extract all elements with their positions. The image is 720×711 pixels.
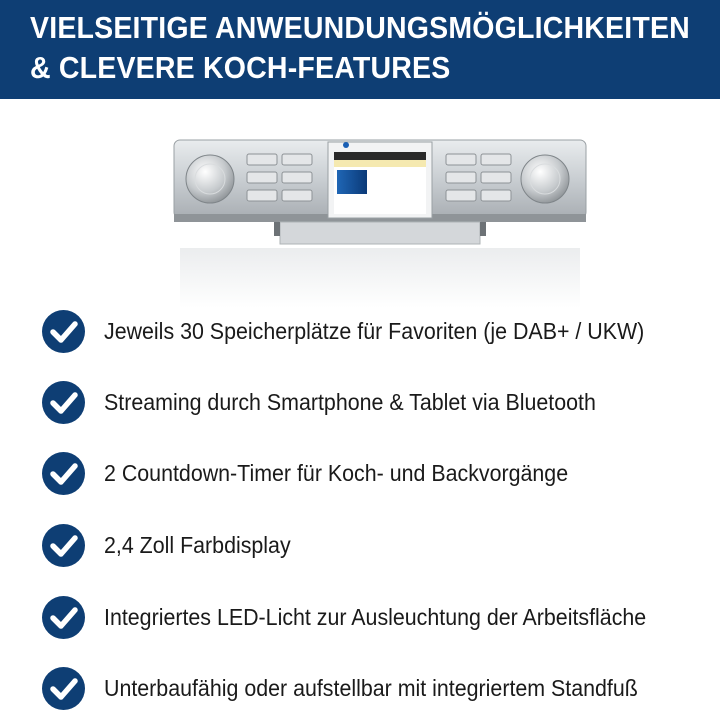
feature-text: Unterbaufähig oder aufstellbar mit integriertem Standfuß (104, 675, 638, 701)
feature-item (0, 667, 720, 711)
header-title-line-2: & CLEVERE KOCH-FEATURES (30, 50, 451, 85)
feature-text: Integriertes LED-Licht zur Ausleuchtung der Arbeitsfläche (104, 604, 647, 630)
feature-item (0, 596, 720, 640)
kitchen-radio-illustration (170, 130, 590, 315)
feature-text: 2,4 Zoll Farbdisplay (104, 532, 291, 558)
feature-item (0, 381, 720, 425)
header-banner (0, 0, 720, 99)
product-image-radio (170, 130, 590, 315)
checkmark-icon (42, 524, 85, 567)
feature-item (0, 524, 720, 568)
checkmark-icon (42, 596, 85, 639)
header-title-line-1: VIELSEITIGE ANWEUNDUNGSMÖGLICHKEITEN (30, 10, 690, 45)
feature-item (0, 452, 720, 496)
checkmark-icon (42, 452, 85, 495)
checkmark-icon (42, 667, 85, 710)
checkmark-icon (42, 381, 85, 424)
feature-item (0, 310, 720, 354)
feature-text: Jeweils 30 Speicherplätze für Favoriten (je DAB+ / UKW) (104, 318, 645, 344)
checkmark-icon (42, 310, 85, 353)
feature-text: Streaming durch Smartphone & Tablet via Bluetooth (104, 389, 596, 415)
feature-text: 2 Countdown-Timer für Koch- und Backvorgänge (104, 460, 569, 486)
